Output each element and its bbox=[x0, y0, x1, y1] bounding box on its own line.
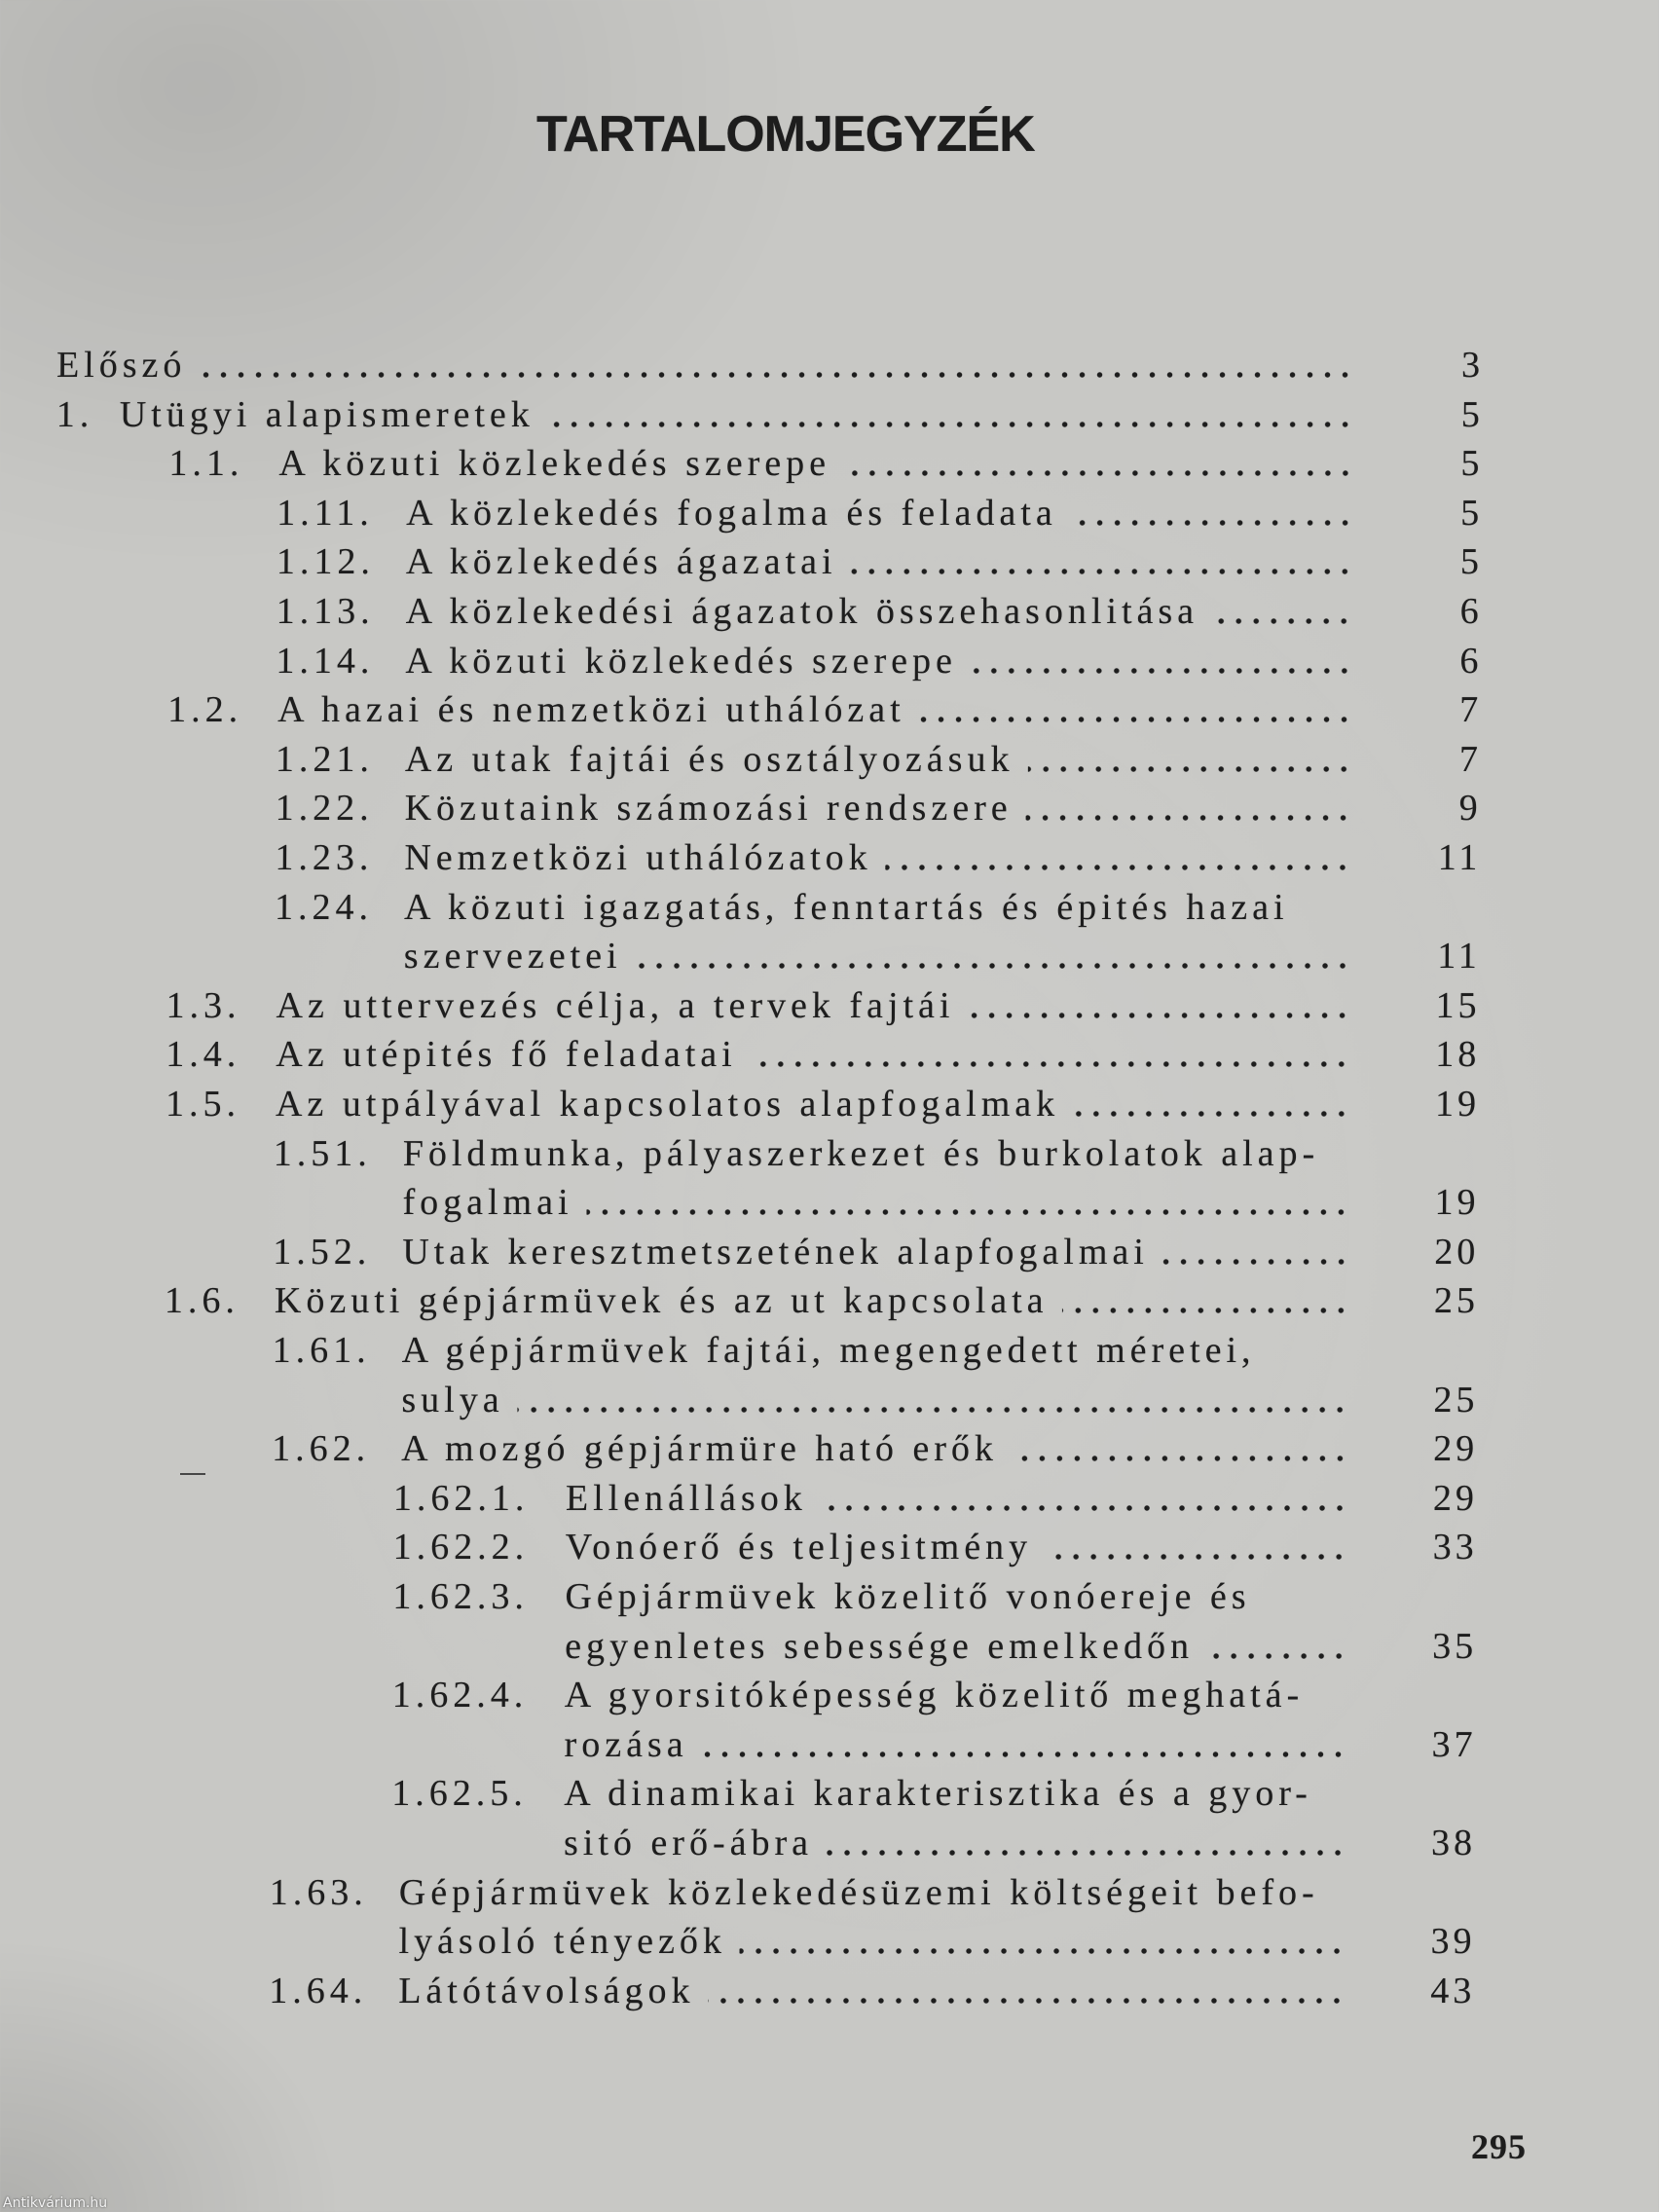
toc-entry-page: 5 bbox=[1459, 541, 1484, 582]
toc-entry-number: 1.12. bbox=[276, 541, 376, 582]
toc-entry-page: 25 bbox=[1433, 1380, 1479, 1420]
dot-leader bbox=[827, 1819, 1346, 1867]
toc-entry-page: 6 bbox=[1459, 591, 1483, 632]
toc-entry-page: 37 bbox=[1431, 1724, 1477, 1765]
toc-entry-number: 1.22. bbox=[275, 788, 374, 829]
toc-entry-number: 1.63. bbox=[269, 1872, 368, 1913]
dot-leader bbox=[1026, 784, 1352, 832]
toc-entry-line bbox=[166, 981, 1480, 1030]
toc-entry-number: 1.52. bbox=[273, 1232, 372, 1272]
toc-entry-page: 19 bbox=[1434, 1182, 1480, 1223]
toc-entry-title: A gyorsitóképesség közelitő meghatá- bbox=[564, 1675, 1305, 1715]
dot-leader bbox=[200, 341, 1354, 389]
toc-entry-line bbox=[166, 1080, 1480, 1128]
toc-entry-line bbox=[168, 439, 1483, 488]
toc-entry-page: 5 bbox=[1460, 443, 1484, 484]
dot-leader bbox=[1046, 1523, 1348, 1571]
toc-entry-number: 1.24. bbox=[274, 887, 374, 928]
dot-leader bbox=[751, 1030, 1351, 1079]
toc-entry-page: 6 bbox=[1459, 641, 1483, 682]
dot-leader bbox=[1212, 587, 1353, 636]
toc-entry-line bbox=[269, 1967, 1475, 2015]
toc-entry-title: A hazai és nemzetközi uthálózat bbox=[277, 689, 905, 730]
dot-leader bbox=[886, 833, 1352, 882]
dot-leader bbox=[844, 439, 1354, 488]
toc-entry-page: 7 bbox=[1459, 689, 1483, 730]
toc-entry-number: 1.1. bbox=[168, 443, 244, 484]
dot-leader bbox=[850, 537, 1353, 586]
toc-entry-title: Vonóerő és teljesitmény bbox=[565, 1527, 1033, 1567]
dot-leader bbox=[548, 390, 1354, 439]
dot-leader bbox=[919, 685, 1353, 734]
toc-entry-title: Gépjármüvek közlekedésüzemi költségeit befo- bbox=[398, 1872, 1319, 1913]
dot-leader bbox=[821, 1474, 1348, 1523]
dot-leader bbox=[1073, 1080, 1350, 1128]
dot-leader bbox=[968, 981, 1350, 1030]
toc-entry-number: 1.3. bbox=[166, 985, 241, 1026]
toc-entry-title: szervezetei bbox=[403, 936, 622, 977]
toc-entry-title: Utak keresztmetszetének alapfogalmai bbox=[402, 1232, 1149, 1272]
toc-entry-continuation bbox=[564, 1720, 1476, 1769]
dot-leader bbox=[1012, 1424, 1349, 1473]
toc-entry-line bbox=[274, 1129, 1480, 1178]
toc-entry-number: 1.64. bbox=[269, 1971, 368, 2011]
toc-entry-title: fogalmai bbox=[402, 1182, 573, 1223]
toc-entry-continuation bbox=[564, 1819, 1476, 1867]
toc-entry-number: 1.6. bbox=[164, 1280, 240, 1321]
toc-entry-line bbox=[56, 341, 1484, 389]
toc-entry-line bbox=[276, 489, 1483, 537]
toc-entry-title: Utügyi alapismeretek bbox=[119, 394, 535, 435]
toc-entry-number: 1.62. bbox=[272, 1428, 371, 1469]
toc-entry-number: 1.62.3. bbox=[392, 1576, 530, 1617]
toc-entry-number: 1.23. bbox=[275, 837, 374, 878]
toc-entry-title: A dinamikai karakterisztika és a gyor- bbox=[564, 1773, 1313, 1814]
toc-entry-continuation bbox=[565, 1622, 1477, 1671]
dot-leader bbox=[702, 1720, 1347, 1769]
toc-entry-number: 1.21. bbox=[275, 739, 375, 780]
toc-entry-page: 19 bbox=[1434, 1084, 1481, 1124]
toc-entry-line bbox=[166, 1030, 1480, 1079]
dot-leader bbox=[1071, 489, 1354, 537]
toc-entry-number: 1.62.1. bbox=[392, 1478, 530, 1519]
toc-entry-number: 1.61. bbox=[272, 1330, 371, 1371]
dot-leader bbox=[1162, 1228, 1350, 1276]
toc-entry-page: 3 bbox=[1460, 345, 1485, 386]
toc-entry-number: 1.2. bbox=[167, 689, 243, 730]
scan-mark bbox=[180, 1473, 205, 1475]
toc-entry-line bbox=[276, 537, 1483, 586]
toc-entry-page: 38 bbox=[1430, 1823, 1477, 1863]
toc-entry-page: 39 bbox=[1430, 1921, 1476, 1962]
toc-entry-continuation bbox=[402, 1178, 1479, 1227]
toc-entry-line bbox=[392, 1572, 1477, 1621]
toc-entry-title: A közuti közlekedés szerepe bbox=[278, 443, 831, 484]
toc-entry-page: 11 bbox=[1437, 837, 1482, 878]
toc-entry-number: 1.51. bbox=[273, 1133, 372, 1174]
watermark: Antikvárium.hu bbox=[3, 2195, 108, 2211]
dot-leader bbox=[1207, 1622, 1347, 1671]
toc-entry-title: sitó erő-ábra bbox=[563, 1823, 814, 1863]
toc-entry-title: Közutaink számozási rendszere bbox=[404, 788, 1013, 829]
toc-entry-page: 9 bbox=[1458, 788, 1482, 829]
dot-leader bbox=[740, 1917, 1346, 1966]
toc-entry-continuation bbox=[398, 1917, 1475, 1966]
toc-entry-page: 18 bbox=[1435, 1034, 1481, 1075]
toc-entry-title: Nemzetközi uthálózatok bbox=[404, 837, 872, 878]
dot-leader bbox=[586, 1178, 1349, 1227]
toc-entry-title: lyásoló tényezők bbox=[398, 1921, 727, 1962]
toc-entry-line bbox=[275, 883, 1481, 932]
toc-entry-line bbox=[393, 1474, 1478, 1523]
toc-entry-number: 1.62.2. bbox=[392, 1527, 530, 1567]
toc-entry-number: 1. bbox=[55, 394, 94, 435]
toc-entry-continuation bbox=[401, 1376, 1478, 1424]
toc-entry-title: Az utépités fő feladatai bbox=[276, 1034, 737, 1075]
toc-entry-line bbox=[391, 1769, 1476, 1818]
dot-leader bbox=[971, 637, 1353, 685]
toc-entry-line bbox=[393, 1523, 1478, 1571]
toc-entry-title: Az utpályával kapcsolatos alapfogalmak bbox=[275, 1084, 1060, 1124]
toc-entry-title: Az uttervezés célja, a tervek fajtái bbox=[276, 985, 955, 1026]
toc-entry-title: A közuti igazgatás, fenntartás és épités hazai bbox=[403, 887, 1289, 928]
toc-entry-line bbox=[56, 390, 1484, 439]
toc-entry-line bbox=[276, 784, 1482, 832]
toc-entry-number: 1.14. bbox=[276, 641, 375, 682]
toc-entry-number: 1.62.5. bbox=[391, 1773, 528, 1814]
toc-entry-title: Ellenállások bbox=[565, 1478, 807, 1519]
dot-leader bbox=[1061, 1276, 1349, 1325]
toc-entry-title: Gépjármüvek közelitő vonóereje és bbox=[565, 1576, 1251, 1617]
toc-entry-title: Előszó bbox=[55, 345, 187, 386]
toc-entry-number: 1.11. bbox=[276, 493, 374, 534]
toc-entry-title: Közuti gépjármüvek és az ut kapcsolata bbox=[274, 1280, 1049, 1321]
toc-entry-page: 5 bbox=[1460, 493, 1484, 534]
toc-entry-page: 29 bbox=[1432, 1478, 1479, 1519]
toc-entry-line bbox=[167, 685, 1482, 734]
dot-leader bbox=[518, 1376, 1349, 1424]
toc-entry-page: 15 bbox=[1435, 985, 1481, 1026]
toc-entry-page: 43 bbox=[1430, 1971, 1476, 2011]
toc-entry-title: A közlekedés ágazatai bbox=[405, 541, 837, 582]
dot-leader bbox=[708, 1967, 1346, 2015]
toc-entry-number: 1.62.4. bbox=[391, 1675, 529, 1715]
toc-entry-title: sulya bbox=[401, 1380, 504, 1420]
toc-entry-title: A közlekedési ágazatok összehasonlitása bbox=[405, 591, 1199, 632]
toc-entry-title: A közuti közlekedés szerepe bbox=[405, 641, 958, 682]
toc-entry-page: 7 bbox=[1458, 739, 1483, 780]
toc-entry-line bbox=[273, 1228, 1479, 1276]
toc-entry-title: Látótávolságok bbox=[398, 1971, 695, 2011]
toc-entry-title: A gépjármüvek fajtái, megengedett méretei, bbox=[401, 1330, 1256, 1371]
toc-entry-line bbox=[273, 1326, 1479, 1375]
toc-entry-page: 11 bbox=[1437, 936, 1481, 977]
toc-entry-title: rozása bbox=[564, 1724, 688, 1765]
toc-entry-page: 35 bbox=[1432, 1626, 1478, 1667]
toc-entry-title: A közlekedés fogalma és feladata bbox=[406, 493, 1057, 534]
toc-entry-continuation bbox=[404, 932, 1481, 980]
toc-entry-page: 33 bbox=[1432, 1527, 1478, 1567]
toc-entry-line bbox=[275, 833, 1481, 882]
dot-leader bbox=[635, 932, 1350, 980]
dot-leader bbox=[1027, 735, 1352, 784]
toc-entry-line bbox=[270, 1868, 1476, 1917]
toc-entry-title: egyenletes sebessége emelkedőn bbox=[565, 1626, 1195, 1667]
page-title: TARTALOMJEGYZÉK bbox=[536, 106, 1035, 163]
toc-entry-title: Földmunka, pályaszerkezet és burkolatok alap- bbox=[402, 1133, 1320, 1174]
toc-entry-line bbox=[276, 637, 1482, 685]
page-number: 295 bbox=[1471, 2127, 1527, 2166]
toc-entry-page: 5 bbox=[1460, 394, 1484, 435]
toc-entry-line bbox=[392, 1671, 1477, 1719]
toc-entry-line bbox=[272, 1424, 1478, 1473]
toc-entry-number: 1.4. bbox=[166, 1034, 241, 1075]
toc-entry-line bbox=[165, 1276, 1479, 1325]
toc-entry-page: 29 bbox=[1433, 1428, 1479, 1469]
toc-entry-title: Az utak fajtái és osztályozásuk bbox=[404, 739, 1014, 780]
toc-entry-line bbox=[276, 587, 1483, 636]
toc-entry-line bbox=[276, 735, 1482, 784]
toc-entry-number: 1.5. bbox=[165, 1084, 241, 1124]
toc-entry-number: 1.13. bbox=[276, 591, 375, 632]
toc-entry-page: 25 bbox=[1433, 1280, 1480, 1321]
toc-entry-title: A mozgó gépjármüre ható erők bbox=[401, 1428, 999, 1469]
toc-entry-page: 20 bbox=[1434, 1232, 1480, 1272]
